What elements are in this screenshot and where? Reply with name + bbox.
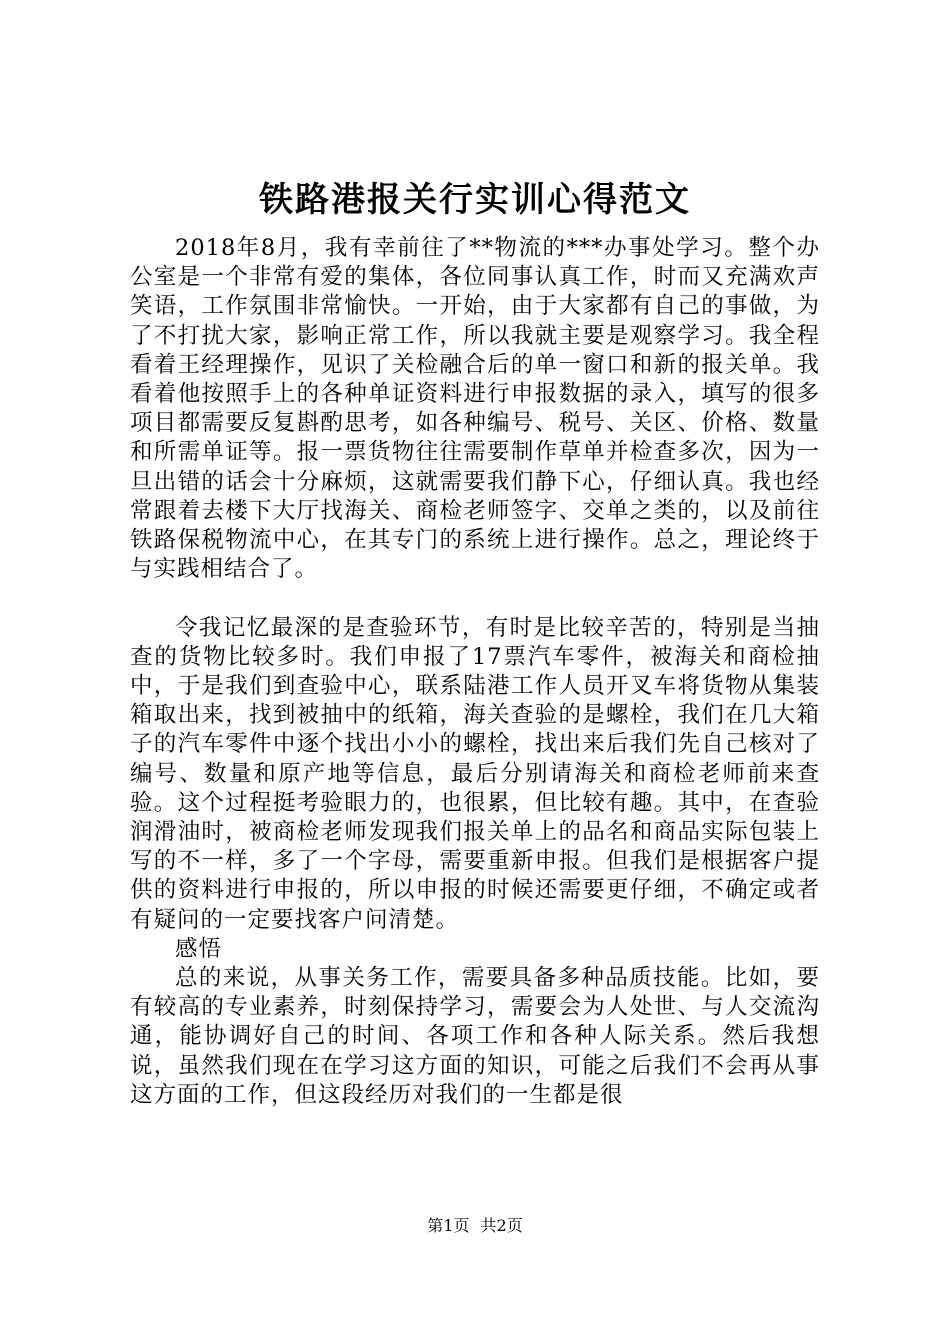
paragraph-internship-intro: 2018年8月，我有幸前往了**物流的***办事处学习。整个办公室是一个非常有爱的集体，各位同事认真工作，时而又充满欢声笑语，工作氛围非常愉快。一开始，由于大家都有自己的事做，为了不打扰大家，影响正常工作，所以我就主要是观察学习。我全程看着王经理操作，见识了关检融合后的单一窗口和新的报关单。我看着他按照手上的各种单证资料进行申报数据的录入，填写的很多项目都需要反复斟酌思考，如各种编号、税号、关区、价格、数量和所需单证等。报一票货物往往需要制作草单并检查多次，因为一旦出错的话会十分麻烦，这就需要我们静下心，仔细认真。我也经常跟着去楼下大厅找海关、商检老师签字、交单之类的，以及前往铁路保税物流中心，在其专门的系统上进行操作。总之，理论终于与实践相结合了。	[130, 235, 820, 583]
paragraph-spacer	[130, 584, 820, 613]
paragraph-summary: 总的来说，从事关务工作，需要具备多种品质技能。比如，要有较高的专业素养，时刻保持学习，需要会为人处世、与人交流沟通，能协调好自己的时间、各项工作和各种人际关系。然后我想说，虽然我们现在在学习这方面的知识，可能之后我们不会再从事这方面的工作，但这段经历对我们的一生都是很	[130, 965, 820, 1108]
page-number-footer: 第1页 共2页	[427, 1216, 523, 1235]
document-title: 铁路港报关行实训心得范文	[259, 180, 691, 220]
document-body	[130, 234, 820, 1110]
section-heading-reflection: 感悟	[175, 935, 223, 962]
paragraph-inspection: 令我记忆最深的是查验环节，有时是比较辛苦的，特别是当抽查的货物比较多时。我们申报了17票汽车零件，被海关和商检抽中，于是我们到查验中心，联系陆港工作人员开叉车将货物从集装箱取出来，找到被抽中的纸箱，海关查验的是螺栓，我们在几大箱子的汽车零件中逐个找出小小的螺栓，找出来后我们先自己核对了编号、数量和原产地等信息，最后分别请海关和商检老师前来查验。这个过程挺考验眼力的，也很累，但比较有趣。其中，在查验润滑油时，被商检老师发现我们报关单上的品名和商品实际包装上写的不一样，多了一个字母，需要重新申报。但我们是根据客户提供的资料进行申报的，所以申报的时候还需要更仔细，不确定或者有疑问的一定要找客户问清楚。	[130, 614, 820, 933]
